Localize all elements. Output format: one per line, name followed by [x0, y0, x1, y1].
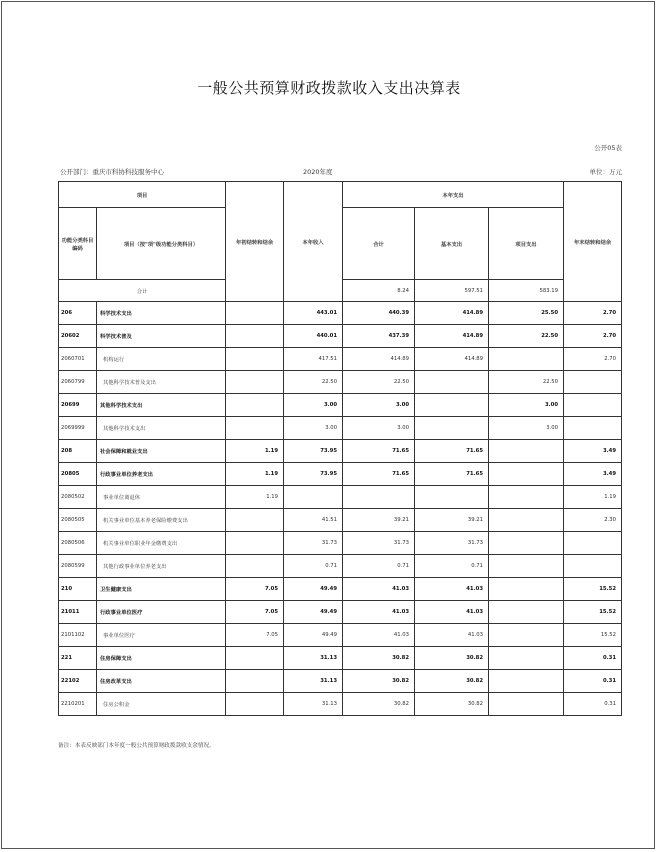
total-expense: 583.19	[489, 280, 564, 302]
cell-total	[343, 486, 415, 509]
cell-basic	[415, 417, 489, 440]
cell-code: 2060799	[59, 371, 97, 394]
cell-basic: 414.89	[415, 325, 489, 348]
cell-begin	[226, 509, 284, 532]
cell-name: 其他科学技术支出	[97, 394, 226, 417]
cell-total: 30.82	[343, 670, 415, 693]
cell-begin	[226, 371, 284, 394]
cell-name: 其他科学技术支出	[97, 417, 226, 440]
cell-code: 2069999	[59, 417, 97, 440]
cell-code: 221	[59, 647, 97, 670]
cell-basic: 71.65	[415, 463, 489, 486]
cell-end: 15.52	[564, 601, 622, 624]
cell-project	[489, 670, 564, 693]
cell-project: 22.50	[489, 371, 564, 394]
cell-project: 22.50	[489, 325, 564, 348]
cell-name: 行政事业单位医疗	[97, 601, 226, 624]
cell-total: 30.82	[343, 647, 415, 670]
cell-code: 2080506	[59, 532, 97, 555]
cell-begin	[226, 417, 284, 440]
table-row	[59, 486, 622, 509]
cell-income: 3.00	[284, 417, 343, 440]
cell-name: 机构运行	[97, 348, 226, 371]
form-number: 公开05表	[594, 144, 622, 152]
table-row	[59, 601, 622, 624]
cell-name: 科学技术支出	[97, 302, 226, 325]
cell-code: 2060701	[59, 348, 97, 371]
cell-code: 208	[59, 440, 97, 463]
cell-code: 22102	[59, 670, 97, 693]
department-label: 公开部门：重庆市科协科技服务中心	[60, 168, 164, 176]
cell-begin: 1.19	[226, 463, 284, 486]
cell-code: 2101102	[59, 624, 97, 647]
cell-begin: 7.05	[226, 578, 284, 601]
cell-basic: 414.89	[415, 348, 489, 371]
table-row	[59, 394, 622, 417]
cell-begin: 7.05	[226, 601, 284, 624]
table-row	[59, 647, 622, 670]
cell-total: 437.39	[343, 325, 415, 348]
budget-table	[58, 181, 622, 716]
cell-end: 2.70	[564, 302, 622, 325]
cell-name: 社会保障和就业支出	[97, 440, 226, 463]
cell-income: 22.50	[284, 371, 343, 394]
cell-code: 2210201	[59, 693, 97, 716]
cell-begin	[226, 647, 284, 670]
table-row	[59, 555, 622, 578]
cell-begin	[226, 693, 284, 716]
cell-project	[489, 693, 564, 716]
cell-code: 2080502	[59, 486, 97, 509]
cell-basic: 71.65	[415, 440, 489, 463]
year-label: 2020年度	[303, 168, 333, 176]
cell-end: 1.19	[564, 486, 622, 509]
page-title: 一般公共预算财政拨款收入支出决算表	[197, 79, 461, 97]
cell-total: 22.50	[343, 371, 415, 394]
table-row	[59, 325, 622, 348]
cell-name: 住房改革支出	[97, 670, 226, 693]
cell-income: 440.01	[284, 325, 343, 348]
cell-code: 2080505	[59, 509, 97, 532]
header-expense: 本年支出	[343, 182, 564, 208]
cell-total: 440.39	[343, 302, 415, 325]
cell-name: 事业单位离退休	[97, 486, 226, 509]
cell-total: 0.71	[343, 555, 415, 578]
header-income: 本年收入	[284, 182, 343, 302]
unit-label: 单位：万元	[589, 168, 622, 176]
cell-basic: 0.71	[415, 555, 489, 578]
cell-income: 49.49	[284, 601, 343, 624]
cell-end: 15.52	[564, 624, 622, 647]
cell-total: 30.82	[343, 693, 415, 716]
header-basic: 基本支出	[415, 208, 489, 280]
cell-name: 行政事业单位养老支出	[97, 463, 226, 486]
header-begin-balance: 年初结转和结余	[226, 182, 284, 302]
cell-income: 31.13	[284, 647, 343, 670]
cell-end	[564, 532, 622, 555]
cell-begin: 1.19	[226, 440, 284, 463]
footnote: 备注：本表反映部门本年度一般公共预算财政拨款收支余情况。	[58, 743, 215, 749]
cell-basic	[415, 486, 489, 509]
cell-name: 卫生健康支出	[97, 578, 226, 601]
cell-basic: 41.03	[415, 578, 489, 601]
cell-total: 3.00	[343, 417, 415, 440]
cell-begin: 7.05	[226, 624, 284, 647]
cell-begin	[226, 302, 284, 325]
cell-income: 0.71	[284, 555, 343, 578]
cell-end: 15.52	[564, 578, 622, 601]
cell-name: 机关事业单位基本养老保险缴费支出	[97, 509, 226, 532]
cell-total: 71.65	[343, 463, 415, 486]
cell-total: 39.21	[343, 509, 415, 532]
cell-basic: 30.82	[415, 647, 489, 670]
cell-basic	[415, 394, 489, 417]
cell-basic: 30.82	[415, 670, 489, 693]
cell-project	[489, 647, 564, 670]
header-project: 项目	[59, 182, 226, 208]
cell-project	[489, 440, 564, 463]
cell-income: 73.95	[284, 463, 343, 486]
table-row	[59, 302, 622, 325]
cell-end	[564, 555, 622, 578]
cell-basic: 30.82	[415, 693, 489, 716]
cell-end: 0.31	[564, 647, 622, 670]
cell-total: 414.89	[343, 348, 415, 371]
table-row	[59, 417, 622, 440]
cell-project	[489, 463, 564, 486]
cell-project	[489, 601, 564, 624]
cell-end: 2.70	[564, 325, 622, 348]
cell-income: 417.51	[284, 348, 343, 371]
table-row	[59, 578, 622, 601]
cell-project	[489, 624, 564, 647]
budget-table-wrapper	[58, 181, 621, 740]
cell-code: 210	[59, 578, 97, 601]
header-expense-total: 合计	[343, 208, 415, 280]
cell-project	[489, 348, 564, 371]
header-project-expense: 项目支出	[489, 208, 564, 280]
cell-project: 3.00	[489, 394, 564, 417]
table-row	[59, 440, 622, 463]
table-row	[59, 693, 622, 716]
cell-income: 73.95	[284, 440, 343, 463]
total-income: 597.51	[415, 280, 489, 302]
cell-project	[489, 532, 564, 555]
total-begin: 8.24	[343, 280, 415, 302]
cell-begin: 1.19	[226, 486, 284, 509]
cell-income: 443.01	[284, 302, 343, 325]
cell-income: 31.73	[284, 532, 343, 555]
cell-basic	[415, 371, 489, 394]
table-row	[59, 532, 622, 555]
cell-project	[489, 486, 564, 509]
table-body	[59, 302, 622, 716]
cell-total: 41.03	[343, 624, 415, 647]
cell-end: 3.49	[564, 440, 622, 463]
cell-basic: 31.73	[415, 532, 489, 555]
cell-begin	[226, 325, 284, 348]
cell-code: 2080599	[59, 555, 97, 578]
cell-basic: 414.89	[415, 302, 489, 325]
cell-income: 3.00	[284, 394, 343, 417]
cell-income	[284, 486, 343, 509]
cell-end: 2.70	[564, 348, 622, 371]
table-row	[59, 371, 622, 394]
cell-income: 41.51	[284, 509, 343, 532]
cell-basic: 41.03	[415, 624, 489, 647]
header-row-1	[59, 182, 622, 208]
cell-code: 21011	[59, 601, 97, 624]
cell-basic: 41.03	[415, 601, 489, 624]
cell-total: 31.73	[343, 532, 415, 555]
header-code: 功能分类科目编码	[59, 208, 97, 280]
cell-total: 3.00	[343, 394, 415, 417]
cell-name: 住房保障支出	[97, 647, 226, 670]
cell-income: 31.13	[284, 693, 343, 716]
total-label: 合计	[59, 280, 226, 302]
cell-project	[489, 555, 564, 578]
cell-name: 事业单位医疗	[97, 624, 226, 647]
cell-code: 206	[59, 302, 97, 325]
cell-begin	[226, 348, 284, 371]
cell-name: 科学技术普及	[97, 325, 226, 348]
cell-end: 0.31	[564, 670, 622, 693]
cell-code: 20602	[59, 325, 97, 348]
cell-name: 其他行政事业单位养老支出	[97, 555, 226, 578]
cell-basic: 39.21	[415, 509, 489, 532]
cell-code: 20805	[59, 463, 97, 486]
cell-begin	[226, 532, 284, 555]
cell-income: 31.13	[284, 670, 343, 693]
cell-name: 机关事业单位职业年金缴费支出	[97, 532, 226, 555]
table-row	[59, 348, 622, 371]
table-row	[59, 463, 622, 486]
cell-total: 41.03	[343, 601, 415, 624]
cell-total: 41.03	[343, 578, 415, 601]
cell-project	[489, 509, 564, 532]
cell-name: 其他科学技术普及支出	[97, 371, 226, 394]
cell-income: 49.49	[284, 578, 343, 601]
cell-begin	[226, 394, 284, 417]
cell-name: 住房公积金	[97, 693, 226, 716]
cell-end	[564, 417, 622, 440]
cell-project	[489, 578, 564, 601]
table-row	[59, 624, 622, 647]
cell-end: 3.49	[564, 463, 622, 486]
cell-project: 25.50	[489, 302, 564, 325]
cell-end	[564, 371, 622, 394]
cell-begin	[226, 555, 284, 578]
cell-end: 2.30	[564, 509, 622, 532]
cell-begin	[226, 670, 284, 693]
cell-total: 71.65	[343, 440, 415, 463]
cell-income: 49.49	[284, 624, 343, 647]
cell-end	[564, 394, 622, 417]
header-end-balance: 年末结转和结余	[564, 182, 622, 302]
cell-end: 0.31	[564, 693, 622, 716]
header-name: 项目（按"项"级功能分类科目）	[97, 208, 226, 280]
cell-project: 3.00	[489, 417, 564, 440]
cell-code: 20699	[59, 394, 97, 417]
table-row	[59, 670, 622, 693]
table-row	[59, 509, 622, 532]
